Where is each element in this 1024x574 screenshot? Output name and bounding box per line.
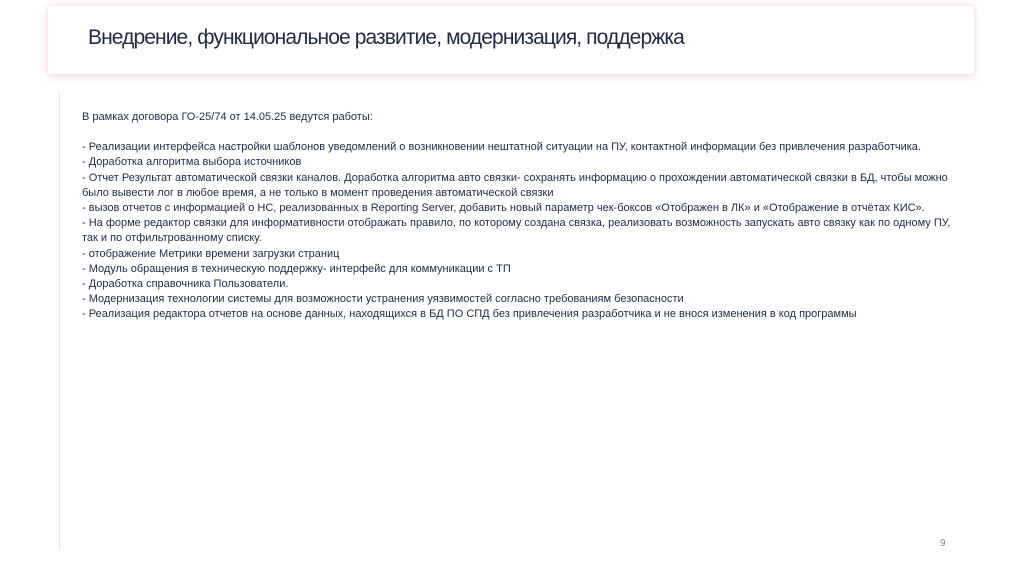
list-item: - Модернизация технологии системы для возможности устранения уязвимостей согласно требованиям безопасности (82, 293, 684, 306)
intro-text: В рамках договора ГО-25/74 от 14.05.25 ведутся работы: (82, 111, 373, 123)
slide-title: Внедрение, функциональное развитие, модернизация, поддержка (88, 26, 684, 49)
list-item: - Реализации интерфейса настройки шаблонов уведомлений о возникновении нештатной ситуации на ПУ, контактной информации без привлечения разработчика. (82, 141, 921, 154)
left-divider-line (59, 92, 60, 550)
list-item: - Отчет Результат автоматической связки каналов. Доработка алгоритма авто связки- сохранять информацию о прохождении автоматической связки в БД, чтобы можно было вывести лог в любое время, а не только в момент проведения автоматической связки (82, 171, 948, 199)
page-number: 9 (940, 538, 946, 549)
list-item: - вызов отчетов с информацией о НС, реализованных в Reporting Server, добавить новый параметр чек-боксов «Отображен в ЛК» и «Отображение в отчётах КИС». (82, 202, 925, 215)
list-item: - На форме редактор связки для информативности отображать правило, по которому создана связка, реализовать возможность запускать авто связку как по одному ПУ, так и по отфильтрованному списку. (82, 217, 951, 245)
list-item: - Доработка справочника Пользователи. (82, 278, 289, 291)
title-banner (48, 6, 974, 74)
slide-body (82, 110, 962, 323)
list-item: - Модуль обращения в техническую поддержку- интерфейс для коммуникации с ТП (82, 262, 511, 275)
list-item: - отображение Метрики времени загрузки страниц (82, 247, 340, 260)
list-item: - Доработка алгоритма выбора источников (82, 156, 302, 169)
list-item: - Реализация редактора отчетов на основе данных, находящихся в БД ПО СПД без привлечения разработчика и не внося изменения в код программы (82, 308, 857, 321)
